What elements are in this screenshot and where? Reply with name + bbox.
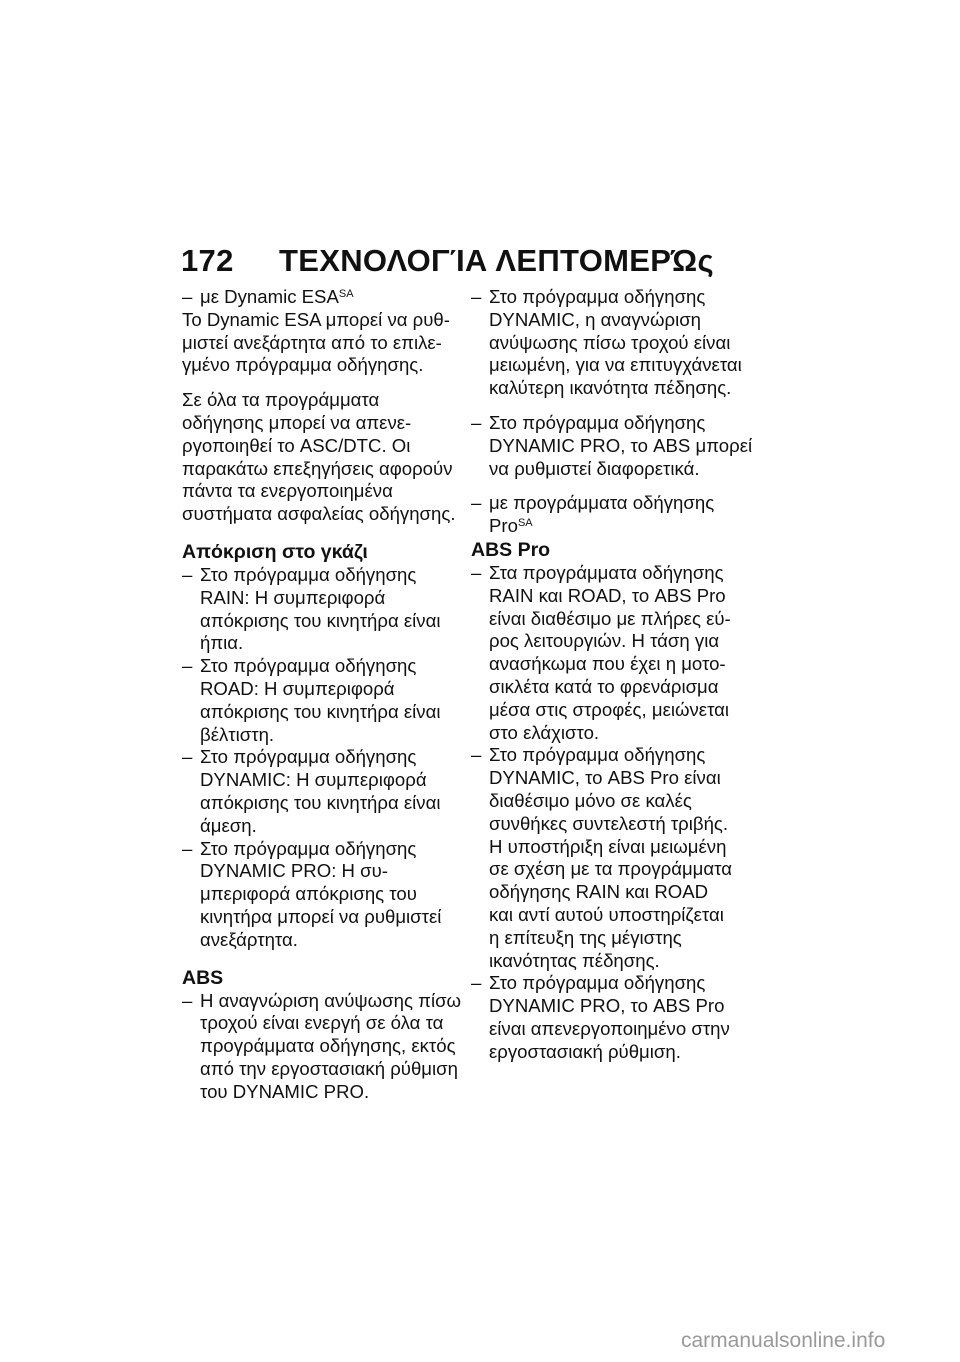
page-header	[181, 243, 714, 279]
text-line: Η υποστήριξη είναι μειωμένη	[489, 835, 727, 857]
esa-item-text: με Dynamic ESA	[200, 286, 339, 307]
text-line: μέσα στις στροφές, μειώνεται	[489, 698, 730, 720]
text-line: και αντί αυτού υποστηρίζεται	[489, 903, 724, 925]
text-line: απόκρισης του κινητήρα είναι	[200, 700, 441, 722]
text-line: Στο πρόγραμμα οδήγησης	[200, 837, 417, 859]
list-item	[471, 744, 761, 972]
text-line: πάντα τα ενεργοποιημένα	[182, 480, 393, 502]
text-line: ανύψωσης πίσω τροχού είναι	[489, 331, 731, 353]
text-line: σικλέτα κατά το φρενάρισμα	[489, 675, 719, 697]
esa-item	[182, 286, 472, 309]
text-line: μειωμένη, για να επιτυγχάνεται	[489, 354, 742, 376]
text-line: είναι απενεργοποιημένο στην	[489, 1017, 730, 1039]
list-item	[471, 562, 761, 744]
text-line: απόκρισης του κινητήρα είναι	[200, 609, 441, 631]
text-line: ικανότητας πέδησης.	[489, 949, 660, 971]
text-line: παρακάτω επεξηγήσεις αφορούν	[182, 457, 453, 479]
dash-marker: –	[471, 492, 482, 514]
dash-marker: –	[182, 746, 193, 768]
text-line: από την εργοστασιακή ρύθμιση	[200, 1057, 458, 1079]
text-line: DYNAMIC PRO, το ABS Pro	[489, 995, 725, 1017]
abs-pro-heading: ABS Pro	[471, 538, 551, 561]
text-line: διαθέσιμο μόνο σε καλές	[489, 789, 692, 811]
text-line: ρος λειτουργιών. Η τάση για	[489, 630, 720, 652]
text-line: του DYNAMIC PRO.	[200, 1080, 370, 1102]
text-line: είναι διαθέσιμο με πλήρες εύ-	[489, 607, 731, 629]
text-line: απόκρισης του κινητήρα είναι	[200, 791, 441, 813]
text-line: DYNAMIC PRO: Η συ-	[200, 860, 388, 882]
text-line: ανασήκωμα που έχει η μοτο-	[489, 653, 726, 675]
dash-marker: –	[471, 561, 482, 583]
list-item	[471, 286, 761, 400]
left-column	[182, 286, 472, 1104]
sa-superscript: SA	[338, 288, 354, 300]
list-item	[471, 972, 761, 1063]
text-line: καλύτερη ικανότητα πέδησης.	[489, 377, 732, 399]
chapter-title: ΤΕΧΝΟΛΟΓΊΑ ΛΕΠΤΟΜΕΡΏς	[279, 243, 714, 278]
abs-list-continued	[471, 286, 761, 480]
text-line: DYNAMIC: Η συμπεριφορά	[200, 769, 427, 791]
text-line: η επίτευξη της μέγιστης	[489, 926, 682, 948]
esa-paragraph	[182, 309, 472, 377]
text-line: γμένο πρόγραμμα οδήγησης.	[182, 354, 424, 376]
text-line: RAIN: Η συμπεριφορά	[200, 586, 386, 608]
text-line: Σε όλα τα προγράμματα	[182, 389, 380, 411]
text-line: ανεξάρτητα.	[200, 928, 298, 950]
dash-marker: –	[182, 837, 193, 859]
text-line: εργοστασιακή ρύθμιση.	[489, 1040, 681, 1062]
text-line: Στο πρόγραμμα οδήγησης	[489, 286, 706, 307]
text-line: στο ελάχιστο.	[489, 721, 600, 743]
watermark: carmanualsonline.info	[681, 1329, 886, 1352]
dash-marker: –	[182, 989, 193, 1011]
text-line: οδήγησης RAIN και ROAD	[489, 881, 709, 903]
list-item	[471, 412, 761, 480]
dash-marker: –	[471, 744, 482, 766]
text-line: μιστεί ανεξάρτητα από το επιλε-	[182, 331, 442, 353]
text-line: τροχού είναι ενεργή σε όλα τα	[200, 1012, 444, 1034]
list-item	[182, 746, 472, 837]
text-line: Στο πρόγραμμα οδήγησης	[200, 746, 417, 768]
text-line: συνθήκες συντελεστή τριβής.	[489, 812, 729, 834]
dash-marker: –	[471, 286, 482, 307]
dash-marker: –	[182, 286, 193, 307]
text-line: Στο πρόγραμμα οδήγησης	[489, 972, 706, 994]
dash-marker: –	[471, 972, 482, 994]
text-line: Στα προγράμματα οδήγησης	[489, 561, 724, 583]
pro-item	[471, 492, 761, 538]
dash-marker: –	[471, 411, 482, 433]
text-line: οδήγησης μπορεί να απενε-	[182, 411, 412, 433]
pro-item-line: με προγράμματα οδήγησης	[489, 492, 715, 514]
dash-marker: –	[182, 655, 193, 677]
text-line: Στο πρόγραμμα οδήγησης	[200, 655, 417, 677]
text-line: Το Dynamic ESA μπορεί να ρυθ-	[182, 308, 450, 330]
pro-item-line: Pro	[489, 515, 518, 537]
text-line: DYNAMIC PRO, το ABS μπορεί	[489, 434, 753, 456]
text-line: προγράμματα οδήγησης, εκτός	[200, 1035, 456, 1057]
text-line: μπεριφορά απόκρισης του	[200, 883, 417, 905]
text-line: κινητήρα μπορεί να ρυθμιστεί	[200, 905, 442, 927]
throttle-list	[182, 564, 472, 952]
text-line: να ρυθμιστεί διαφορετικά.	[489, 457, 700, 479]
list-item	[182, 838, 472, 952]
list-item	[182, 990, 472, 1104]
text-line: σε σχέση με τα προγράμματα	[489, 858, 732, 880]
page-number: 172	[181, 243, 234, 278]
text-line: ROAD: Η συμπεριφορά	[200, 677, 395, 699]
text-line: συστήματα ασφαλείας οδήγησης.	[182, 503, 456, 525]
throttle-heading: Απόκριση στο γκάζι	[182, 540, 368, 563]
text-line: άμεση.	[200, 814, 257, 836]
abs-heading: ABS	[182, 966, 224, 989]
right-column	[471, 286, 761, 1064]
text-line: βέλτιστη.	[200, 723, 275, 745]
text-line: ργοποιηθεί το ASC/DTC. Οι	[182, 434, 411, 456]
abs-pro-list	[471, 562, 761, 1064]
text-line: DYNAMIC, η αναγνώριση	[489, 308, 702, 330]
text-line: Στο πρόγραμμα οδήγησης	[489, 744, 706, 766]
text-line: Η αναγνώριση ανύψωσης πίσω	[200, 989, 462, 1011]
text-line: DYNAMIC, το ABS Pro είναι	[489, 767, 721, 789]
sa-superscript: SA	[517, 517, 533, 530]
list-item	[182, 564, 472, 655]
text-line: Στο πρόγραμμα οδήγησης	[489, 411, 706, 433]
asc-paragraph	[182, 389, 472, 526]
text-line: ήπια.	[200, 632, 244, 654]
text-line: RAIN και ROAD, το ABS Pro	[489, 584, 726, 606]
text-line: Στο πρόγραμμα οδήγησης	[200, 563, 417, 585]
abs-list	[182, 990, 472, 1104]
list-item	[182, 655, 472, 746]
dash-marker: –	[182, 563, 193, 585]
